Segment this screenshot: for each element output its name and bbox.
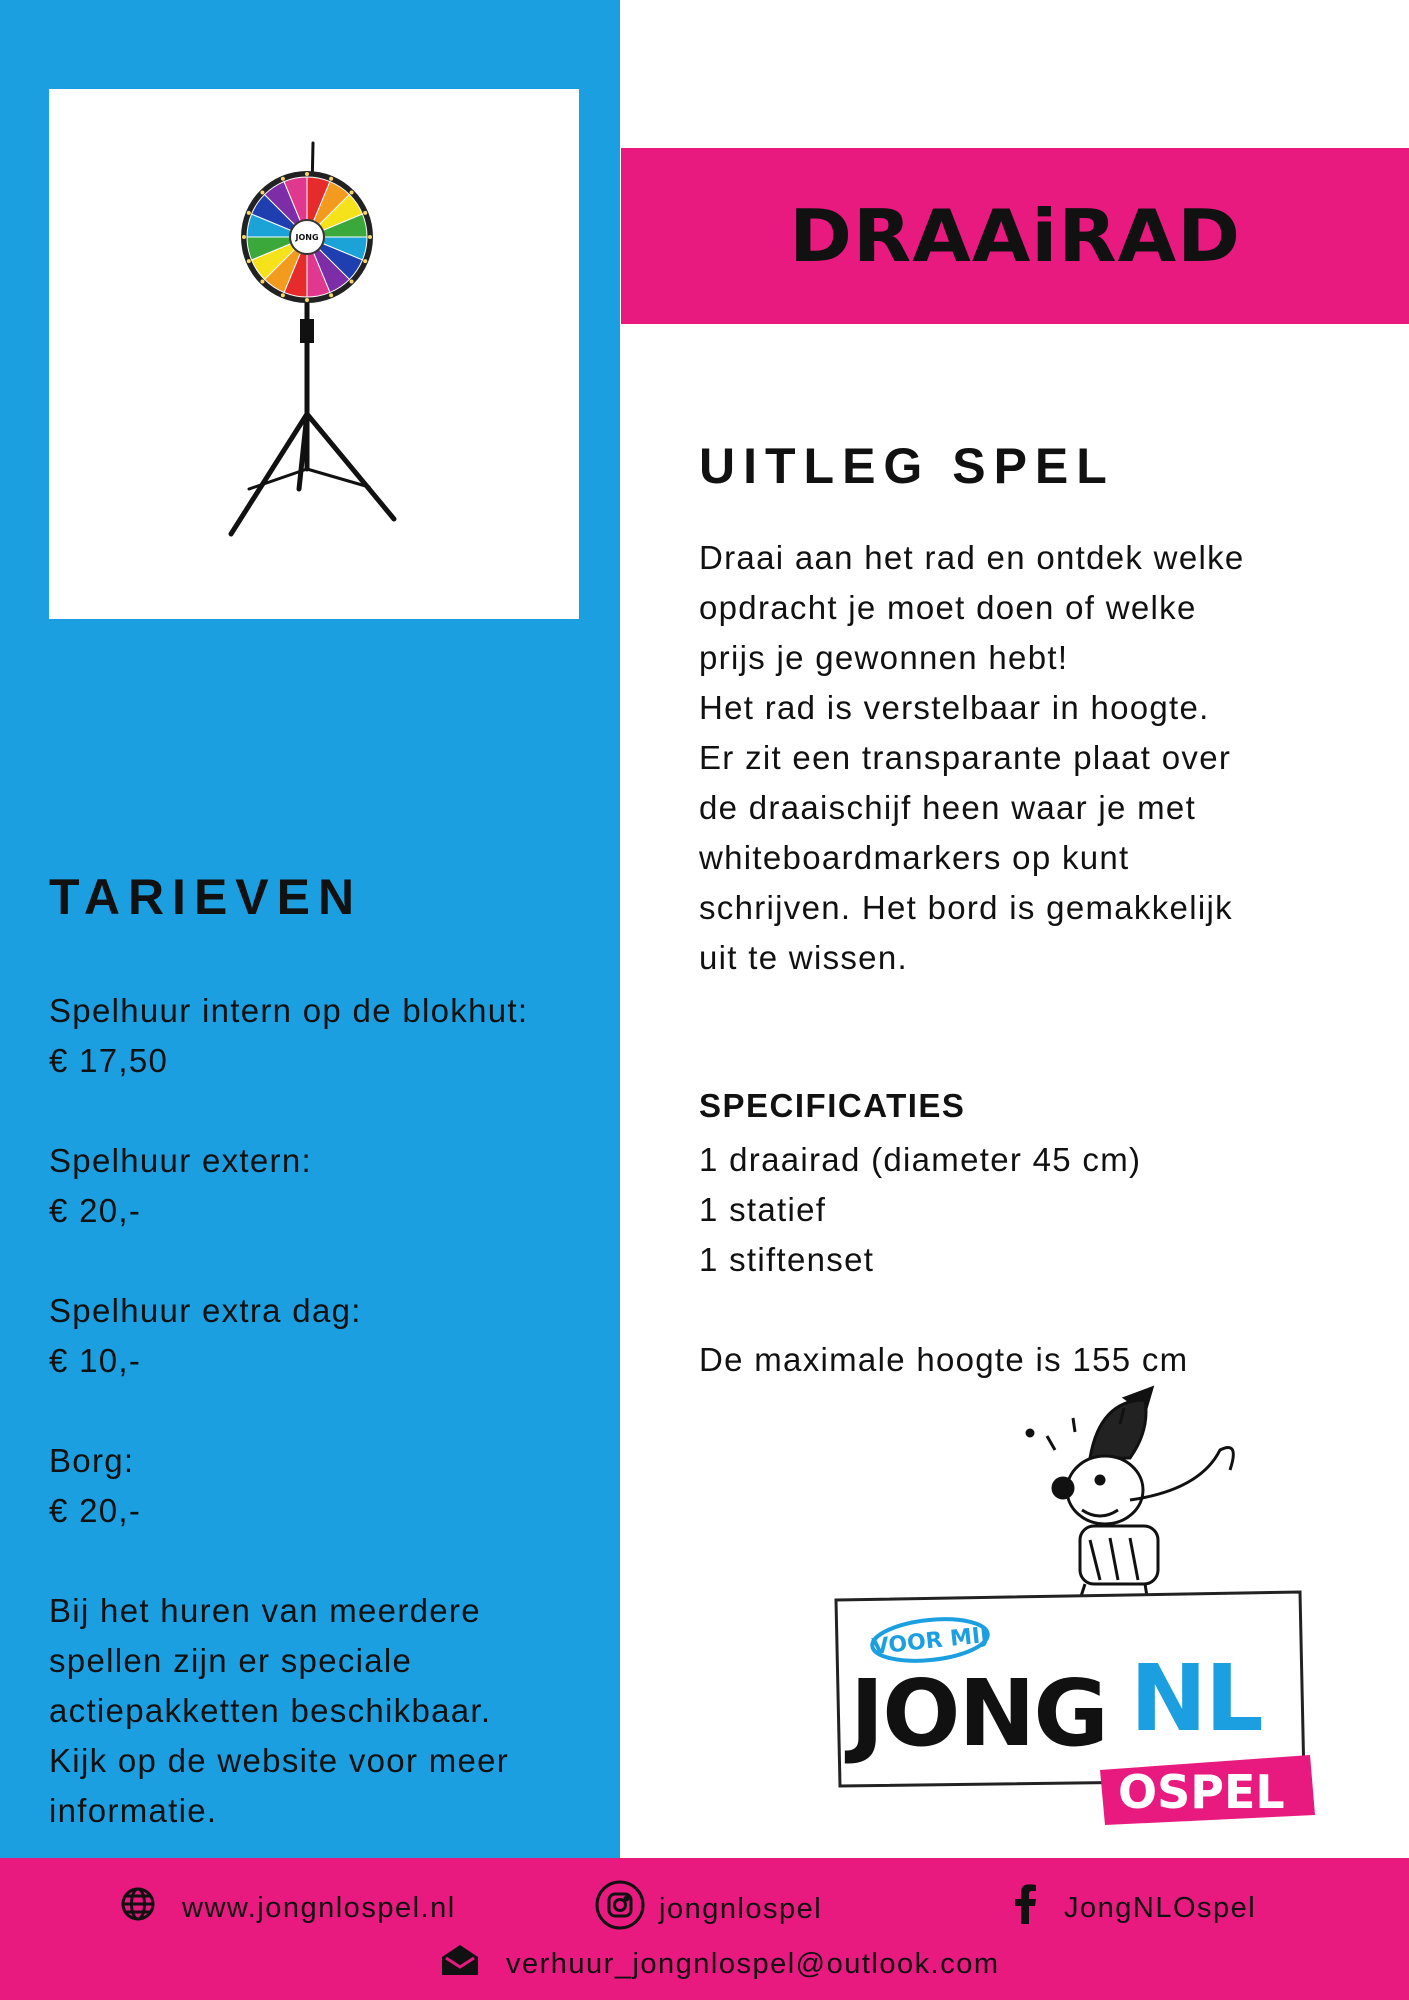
tarieven-heading: TARIEVEN bbox=[49, 869, 363, 925]
instagram-icon bbox=[595, 1880, 645, 1938]
tarieven-line: Kijk op de website voor meer bbox=[49, 1742, 510, 1779]
uitleg-text bbox=[699, 533, 1245, 983]
wheel-peg bbox=[260, 280, 264, 284]
tarieven-line: € 10,- bbox=[49, 1342, 142, 1379]
wheel-peg bbox=[350, 280, 354, 284]
wheel-peg bbox=[281, 177, 285, 181]
svg-text:JONG: JONG bbox=[295, 233, 319, 242]
wheel-peg bbox=[305, 298, 309, 302]
tarieven-line: Spelhuur intern op de blokhut: bbox=[49, 992, 529, 1029]
tripod-leg-right bbox=[307, 414, 394, 519]
wheel-peg bbox=[363, 259, 367, 263]
tarieven-line: Bij het huren van meerdere bbox=[49, 1592, 481, 1629]
email-address[interactable]: verhuur_jongnlospel@outlook.com bbox=[506, 1947, 1000, 1980]
wheel-peg bbox=[363, 211, 367, 215]
tarieven-line: € 17,50 bbox=[49, 1042, 169, 1079]
tarieven-text bbox=[49, 986, 528, 1836]
svg-text:OSPEL: OSPEL bbox=[1118, 1765, 1285, 1819]
spec-line: 1 stiftenset bbox=[699, 1241, 875, 1278]
uitleg-line: Draai aan het rad en ontdek welke bbox=[699, 539, 1245, 576]
wheel-peg bbox=[281, 293, 285, 297]
left-panel bbox=[0, 0, 620, 1858]
tarieven-line: informatie. bbox=[49, 1792, 218, 1829]
tarieven-line bbox=[49, 1236, 528, 1286]
uitleg-line: Er zit een transparante plaat over bbox=[699, 739, 1232, 776]
uitleg-line: whiteboardmarkers op kunt bbox=[699, 839, 1130, 876]
facebook-page[interactable]: JongNLOspel bbox=[1064, 1891, 1257, 1924]
uitleg-heading: UITLEG SPEL bbox=[699, 438, 1115, 494]
tarieven-line bbox=[49, 1386, 528, 1436]
instagram-handle[interactable]: jongnlospel bbox=[659, 1892, 823, 1925]
wheel-peg bbox=[247, 211, 251, 215]
footer-website[interactable] bbox=[120, 1886, 456, 1930]
tarieven-line: € 20,- bbox=[49, 1492, 142, 1529]
tarieven-line bbox=[49, 1086, 528, 1136]
uitleg-line: opdracht je moet doen of welke bbox=[699, 589, 1197, 626]
envelope-icon bbox=[440, 1943, 480, 1985]
svg-text:NL: NL bbox=[1130, 1645, 1262, 1752]
specificaties-heading: SPECIFICATIES bbox=[699, 1087, 966, 1124]
tarieven-line: spellen zijn er speciale bbox=[49, 1642, 413, 1679]
tarieven-line: Spelhuur extern: bbox=[49, 1142, 312, 1179]
page-title: DRAAiRAD bbox=[789, 194, 1241, 278]
product-photo bbox=[49, 89, 579, 619]
wheel-peg bbox=[247, 259, 251, 263]
footer bbox=[0, 1858, 1409, 2000]
uitleg-line: schrijven. Het bord is gemakkelijk bbox=[699, 889, 1233, 926]
wheel-peg bbox=[368, 235, 372, 239]
wheel-peg bbox=[260, 190, 264, 194]
uitleg-line: Het rad is verstelbaar in hoogte. bbox=[699, 689, 1210, 726]
svg-text:JONG: JONG bbox=[850, 1660, 1107, 1767]
facebook-icon bbox=[1012, 1884, 1038, 1932]
wheel-peg bbox=[329, 177, 333, 181]
footer-instagram[interactable] bbox=[595, 1880, 822, 1938]
logo-card bbox=[836, 1592, 1315, 1825]
tarieven-line: actiepakketten beschikbaar. bbox=[49, 1692, 492, 1729]
wheel-peg bbox=[242, 235, 246, 239]
prize-wheel-image bbox=[49, 89, 579, 619]
tarieven-line: € 20,- bbox=[49, 1192, 142, 1229]
wheel-peg bbox=[329, 293, 333, 297]
spec-line: 1 statief bbox=[699, 1191, 827, 1228]
spec-line: De maximale hoogte is 155 cm bbox=[699, 1341, 1189, 1378]
tarieven-line: Borg: bbox=[49, 1442, 135, 1479]
tarieven-line bbox=[49, 1536, 528, 1586]
uitleg-line: prijs je gewonnen hebt! bbox=[699, 639, 1069, 676]
title-banner bbox=[621, 148, 1409, 324]
footer-email[interactable] bbox=[440, 1943, 999, 1985]
svg-text:VOOR MIJ: VOOR MIJ bbox=[870, 1622, 990, 1661]
uitleg-line: de draaischijf heen waar je met bbox=[699, 789, 1197, 826]
footer-facebook[interactable] bbox=[1012, 1884, 1256, 1932]
uitleg-line: uit te wissen. bbox=[699, 939, 908, 976]
website-link[interactable]: www.jongnlospel.nl bbox=[182, 1891, 456, 1924]
tarieven-line: Spelhuur extra dag: bbox=[49, 1292, 362, 1329]
spec-line: 1 draairad (diameter 45 cm) bbox=[699, 1141, 1142, 1178]
wheel-peg bbox=[305, 172, 309, 176]
wheel-peg bbox=[350, 190, 354, 194]
jongnl-ospel-logo bbox=[800, 1340, 1380, 1840]
globe-icon bbox=[120, 1886, 156, 1930]
spec-line bbox=[699, 1285, 1188, 1335]
